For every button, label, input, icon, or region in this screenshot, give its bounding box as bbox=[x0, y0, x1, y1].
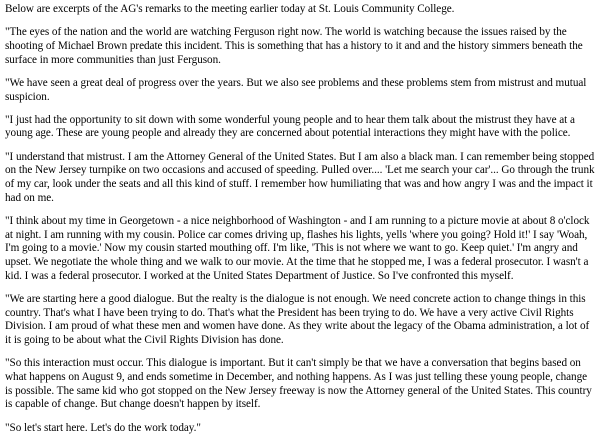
quote-paragraph-progress: "We have seen a great deal of progress over the years. But we also see problems and these problems stem from mistrust and mutual suspicion. bbox=[5, 76, 587, 103]
quote-paragraph-good-dialogue: "We are starting here a good dialogue. But the realty is the dialogue is not enough. We need concrete action to change things in this country. That's what I have been trying to do. That's what the President has been trying to do. We have a very active Civil Rights Division. I am proud of what these men and women have done. As they write about the legacy of the Obama administration, a lot of it is going to be about what the Civil Rights Division has done. bbox=[5, 292, 590, 347]
quote-paragraph-understand-mistrust: "I understand that mistrust. I am the Attorney General of the United States. But I am also a black man. I can remember being stopped on the New Jersey turnpike on two occasions and accused of speeding. Pulled over.... 'Let me search your car'... Go through the trunk of my car, look under the seats and all this kind of stuff. I remember how humiliating that was and how angry I was and the impact it had on me. bbox=[5, 150, 595, 204]
quote-paragraph-start-here: "So let's start here. Let's do the work today." bbox=[5, 421, 201, 434]
quote-paragraph-georgetown: "I think about my time in Georgetown - a nice neighborhood of Washington - and I am running to a picture movie at about 8 o'clock at night. I am running with my cousin. Police car comes driving up, flashes his lights, yells 'where you going? Hold it!' I say 'Woah, I'm going to a movie.' Now my cousin started mouthing off. I'm like, 'This is not where we want to go. Keep quiet.' I'm angry and upset. We negotiate the whole thing and we walk to our movie. At the time that he stopped me, I was a federal prosecutor. I wasn't a kid. I was a federal prosecutor. I worked at the United States Department of Justice. So I've confronted this myself. bbox=[5, 214, 590, 282]
quote-paragraph-young-people: "I just had the opportunity to sit down with some wonderful young people and to hear them talk about the mistrust they have at a young age. These are young people and already they are concerned about potential interactions they might have with the police. bbox=[5, 113, 575, 140]
intro-paragraph: Below are excerpts of the AG's remarks to the meeting earlier today at St. Louis Community College. bbox=[5, 3, 455, 15]
quote-paragraph-interaction-must-occur: "So this interaction must occur. This dialogue is important. But it can't simply be that we have a conversation that begins based on what happens on August 9, and ends sometime in December, and nothing happens. As I was just telling these young people, change is possible. The same kid who got stopped on the New Jersey freeway is now the Attorney general of the United States. This country is capable of change. But change doesn't happen by itself. bbox=[5, 357, 592, 411]
document-body bbox=[5, 3, 595, 435]
quote-paragraph-eyes-of-the-nation: "The eyes of the nation and the world are watching Ferguson right now. The world is watching because the issues raised by the shooting of Michael Brown predate this incident. This is something that has a history to it and and the history simmers beneath the surface in more communities than just Ferguson. bbox=[5, 26, 583, 66]
